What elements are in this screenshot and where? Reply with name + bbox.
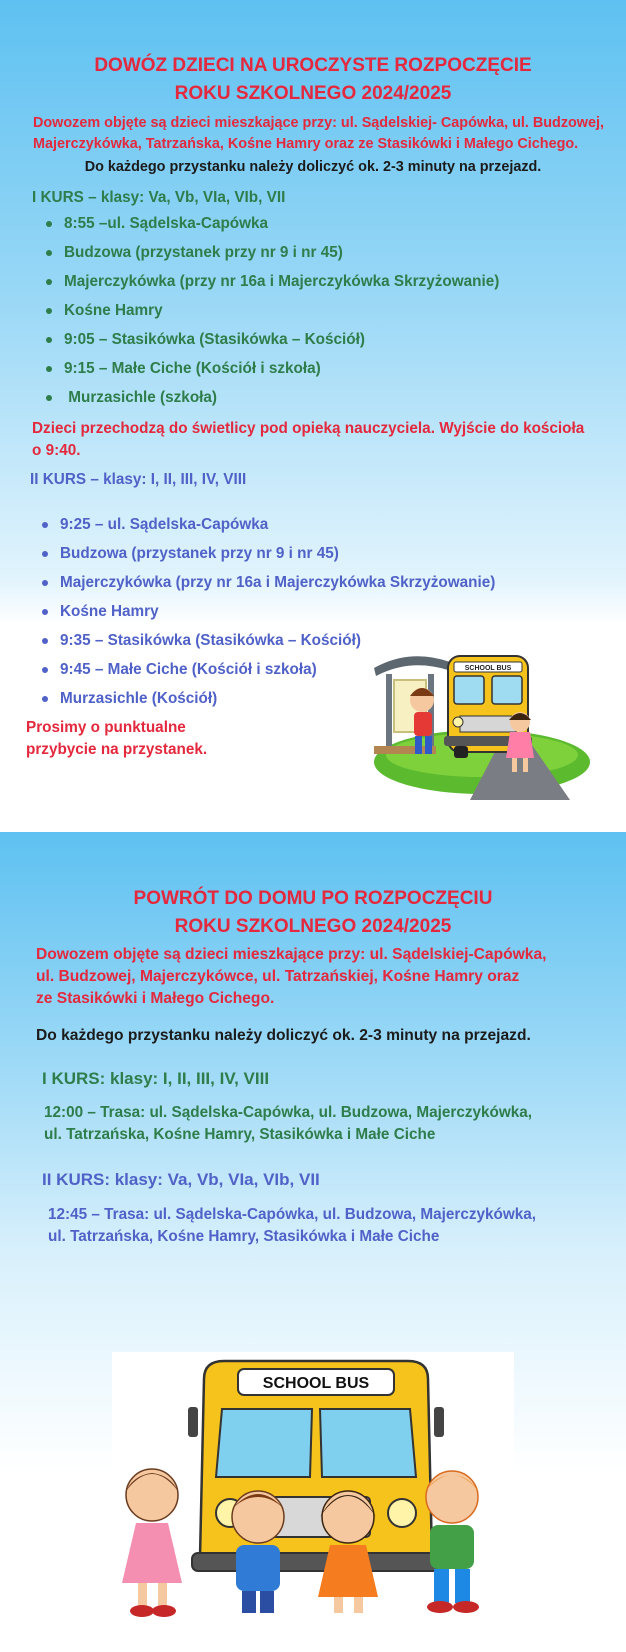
return-title-line2: ROKU SZKOLNEGO 2024/2025 [174,916,452,937]
list-item: Budzowa (przystanek przy nr 9 i nr 45) [42,539,495,568]
arrival-coverage-line2: Majerczykówka, Tatrzańska, Kośne Hamry oraz ze Stasikówki i Małego Cichego. [33,136,579,152]
list-item: 9:45 – Małe Ciche (Kościół i szkoła) [42,655,495,684]
boy-child-icon [424,1471,480,1613]
svg-text:SCHOOL BUS: SCHOOL BUS [262,1375,370,1392]
list-item: Majerczykówka (przy nr 16a i Majerczykówka Skrzyżowanie) [46,267,499,296]
return-course2-route-line2: ul. Tatrzańska, Kośne Hamry, Stasikówka i Małe Ciche [48,1228,440,1245]
bus-stop-illustration [370,650,600,800]
bus-icon [188,1361,444,1571]
girl-child-icon [122,1469,182,1617]
arrival-course1-stop-list [46,209,499,412]
return-course1-heading: I KURS: klasy: I, II, III, IV, VIII [42,1069,270,1088]
svg-text:SCHOOL BUS: SCHOOL BUS [464,665,512,672]
return-coverage-line3: ze Stasikówki i Małego Cichego. [36,990,275,1007]
return-course2-heading: II KURS: klasy: Va, Vb, VIa, VIb, VII [42,1170,320,1189]
list-item: 9:15 – Małe Ciche (Kościół i szkoła) [46,354,499,383]
return-coverage-line2: ul. Budzowej, Majerczykówce, ul. Tatrzańskiej, Kośne Hamry oraz [36,968,520,985]
return-time-note: Do każdego przystanku należy doliczyć ok. 2-3 minuty na przejazd. [36,1027,531,1044]
return-course2-route-line1: 12:45 – Trasa: ul. Sądelska-Capówka, ul. Budzowa, Majerczykówka, [48,1206,536,1223]
list-item: Budzowa (przystanek przy nr 9 i nr 45) [46,238,499,267]
return-poster [0,832,626,1652]
arrival-poster [0,0,626,800]
return-coverage-line1: Dowozem objęte są dzieci mieszkające przy: ul. Sądelskiej-Capówka, [36,946,547,963]
return-title-line1: POWRÓT DO DOMU PO ROZPOCZĘCIU [133,888,493,909]
list-item: Kośne Hamry [46,296,499,325]
list-item: 9:25 – ul. Sądelska-Capówka [42,510,495,539]
arrival-coverage-line1: Dowozem objęte są dzieci mieszkające przy: ul. Sądelskiej- Capówka, ul. Budzowej, [33,115,605,131]
list-item: Majerczykówka (przy nr 16a i Majerczykówka Skrzyżowanie) [42,568,495,597]
list-item: 9:05 – Stasikówka (Stasikówka – Kościół) [46,325,499,354]
arrival-title-line2: ROKU SZKOLNEGO 2024/2025 [174,83,452,104]
arrival-course1-heading: I KURS – klasy: Va, Vb, VIa, VIb, VII [32,189,286,206]
arrival-title-line1: DOWÓZ DZIECI NA UROCZYSTE ROZPOCZĘCIE [94,55,532,76]
punctuality-note-line1: Prosimy o punktualne [26,719,186,736]
arrival-supervision-line2: o 9:40. [32,442,81,459]
boy-child-icon [232,1491,284,1613]
arrival-supervision-line1: Dzieci przechodzą do świetlicy pod opieką nauczyciela. Wyjście do kościoła [32,420,585,437]
list-item: Murzasichle (Kościół) [42,684,495,713]
return-course1-route-line2: ul. Tatrzańska, Kośne Hamry, Stasikówka i Małe Ciche [44,1126,436,1143]
list-item: 9:35 – Stasikówka (Stasikówka – Kościół) [42,626,495,655]
arrival-course2-heading: II KURS – klasy: I, II, III, IV, VIII [30,471,247,488]
list-item: Murzasichle (szkoła) [46,383,499,412]
punctuality-note-line2: przybycie na przystanek. [26,741,208,758]
list-item: 8:55 –ul. Sądelska-Capówka [46,209,499,238]
list-item: Kośne Hamry [42,597,495,626]
arrival-time-note: Do każdego przystanku należy doliczyć ok. 2-3 minuty na przejazd. [84,159,542,175]
return-course1-route-line1: 12:00 – Trasa: ul. Sądelska-Capówka, ul. Budzowa, Majerczykówka, [44,1104,532,1121]
school-bus-children-illustration [112,1357,514,1627]
